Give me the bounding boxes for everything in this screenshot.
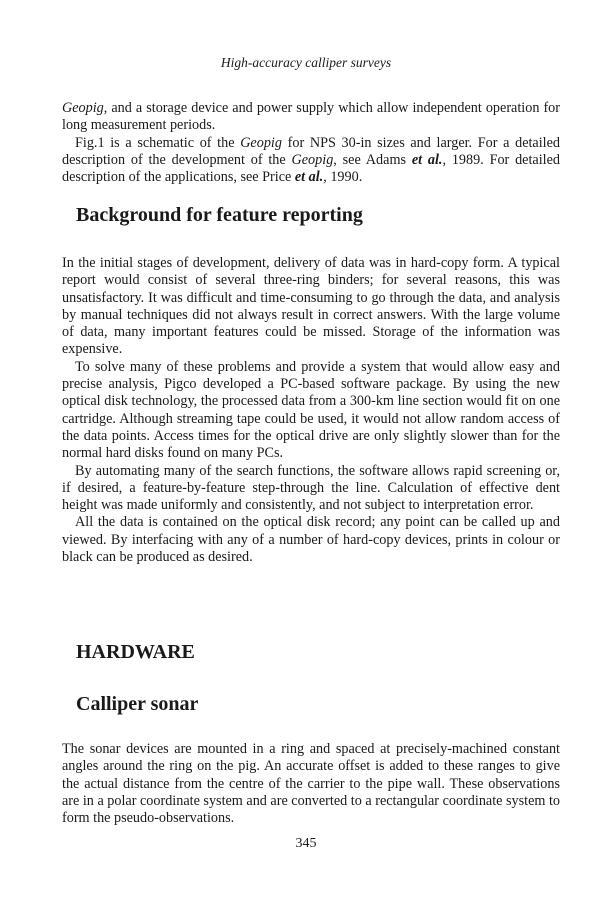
citation-et-al: et al. (411, 151, 443, 168)
intro-text (62, 100, 560, 186)
intro-p2-text-e: , see Adams (333, 151, 412, 168)
heading-background-feature-reporting: Background for feature reporting (76, 204, 363, 226)
heading-hardware: HARDWARE (76, 641, 195, 663)
background-paragraph-4: All the data is contained on the optical disk record; any point can be called up and viewed. By interfacing with any of a number of hard-copy devices, prints in colour or black can be produced as desired. (62, 514, 560, 566)
calliper-paragraph-1: The sonar devices are mounted in a ring and spaced at precisely-machined constant angles around the ring on the pig. An accurate offset is added to these ranges to give the actual distance from the centre of the carrier to the pipe wall. These observations are in a polar coordinate system and are converted to a rectangular coordinate system to form the pseudo-observations. (62, 741, 560, 827)
geopig-term: Geopig (291, 151, 334, 168)
intro-p2-text-a: Fig.1 is a schematic of the (75, 134, 241, 151)
intro-p1-text: , and a storage device and power supply which allow independent operation for long measurement periods. (62, 100, 560, 134)
citation-et-al: et al. (294, 169, 324, 186)
intro-p2-text-g: , 1989. For detailed description of the applications, see Price (62, 151, 560, 186)
geopig-term: Geopig (62, 100, 104, 116)
running-head: High-accuracy calliper surveys (220, 55, 392, 70)
background-text (62, 255, 560, 566)
page-number: 345 (295, 836, 317, 851)
intro-p2-text-c: for NPS 30-in sizes and larger. For a detailed description of the development of the (62, 134, 561, 168)
geopig-term: Geopig (240, 134, 282, 151)
background-paragraph-3: By automating many of the search functions, the software allows rapid screening or, if desired, a feature-by-feature step-through the line. Calculation of effective dent height was made uniformly and consistently, and not subject to interpretation error. (62, 462, 560, 514)
background-paragraph-2: To solve many of these problems and provide a system that would allow easy and precise analysis, Pigco developed a PC-based software package. By using the new optical disk technology, the processed data from a 300-km line section would fit on one cartridge. Although streaming tape could be used, it would not allow random access of the data points. Access times for the optical drive are only slightly slower than for the normal hard disks found on many PCs. (62, 358, 560, 462)
intro-paragraph-1 (62, 100, 560, 135)
calliper-text (62, 741, 560, 827)
intro-paragraph-2 (62, 135, 560, 187)
intro-p2-text-i: , 1990. (323, 169, 363, 186)
background-paragraph-1: In the initial stages of development, delivery of data was in hard-copy form. A typical report would consist of several three-ring binders; for several reasons, this was unsatisfactory. It was difficult and time-consuming to go through the data, and analysis by manual techniques did not always result in correct answers. With the large volume of data, many important features could be missed. Storage of the information was expensive. (62, 255, 560, 358)
heading-calliper-sonar: Calliper sonar (76, 693, 199, 715)
